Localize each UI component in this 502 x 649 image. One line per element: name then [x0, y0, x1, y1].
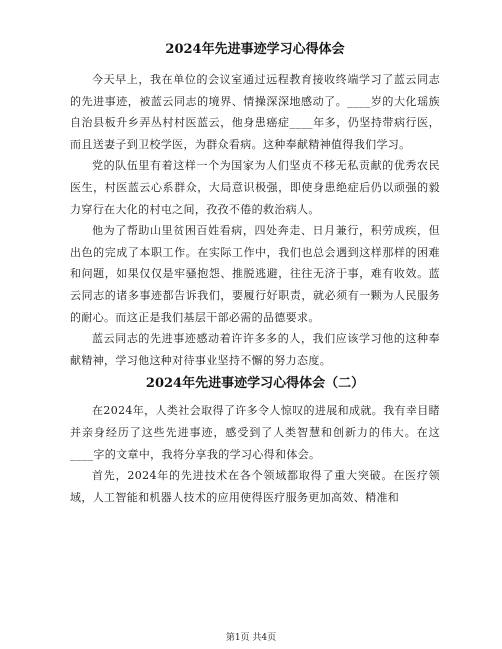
- document-title: 2024年先进事迹学习心得体会: [165, 42, 345, 57]
- paragraph: 今天早上，我在单位的会议室通过远程教育接收终端学习了蓝云同志的先进事迹，被蓝云同志的境界、情操深深地感动了。____岁的大化瑶族自治县板升乡弄丛村村医蓝云，他身患癌症____年多，仍坚持带病行医，而且送妻子到卫校学医，为群众看病。这种奉献精神值得我们学习。: [70, 73, 440, 151]
- page-footer: 第1页 共4页: [225, 633, 277, 643]
- paragraph: 首先，2024年的先进技术在各个领域都取得了重大突破。在医疗领域，人工智能和机器人技术的应用使得医疗服务更加高效、精准和: [70, 469, 440, 504]
- paragraph: 党的队伍里有着这样一个为国家为人们坚贞不移无私贡献的优秀农民医生，村医蓝云心系群众，大局意识极强，即使身患绝症后仍以顽强的毅力穿行在大化的村屯之间，孜孜不倦的救治病人。: [70, 159, 440, 216]
- section-title: 2024年先进事迹学习心得体会（二）: [145, 376, 365, 392]
- paragraph: 蓝云同志的先进事迹感动着许许多多的人，我们应该学习他的这种奉献精神，学习他这种对待事业坚持不懈的努力态度。: [70, 332, 440, 367]
- paragraph: 在2024年，人类社会取得了许多令人惊叹的进展和成就。我有幸目睹并亲身经历了这些先进事迹，感受到了人类智慧和创新力的伟大。在这____字的文章中，我将分享我的学习心得和体会。: [70, 404, 440, 461]
- paragraph: 他为了帮助山里贫困百姓看病，四处奔走、日月兼行，积劳成疾，但出色的完成了本职工作。在实际工作中，我们也总会遇到这样那样的困难和问题，如果仅仅是牢骚抱怨、推脱逃避，往往无济于事，难有收效。蓝云同志的诸多事迹都告诉我们，要履行好职责，就必须有一颗为人民服务的耐心。而这正是我们基层干部必需的品德要求。: [70, 224, 440, 324]
